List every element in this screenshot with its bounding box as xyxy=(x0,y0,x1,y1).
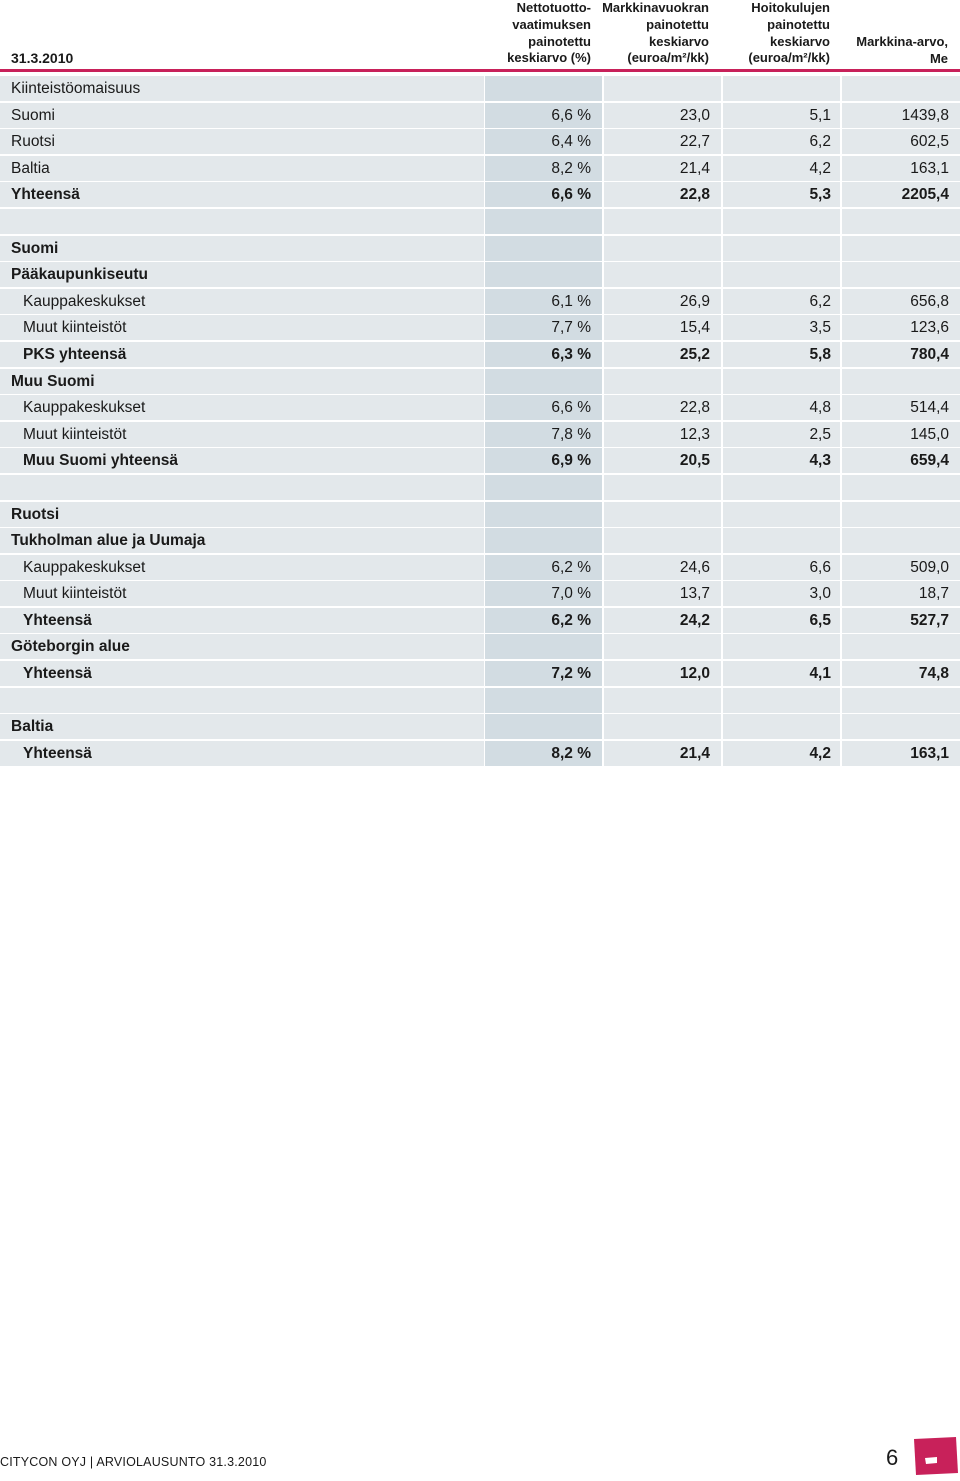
header-line: vaatimuksen xyxy=(512,16,591,32)
row-value-1: 6,3 % xyxy=(485,342,602,367)
row-value-4: 74,8 xyxy=(842,661,960,686)
footer-text: CITYCON OYJ | ARVIOLAUSUNTO 31.3.2010 xyxy=(0,1455,267,1469)
row-value-2 xyxy=(604,262,721,287)
row-value-2: 26,9 xyxy=(604,289,721,314)
row-label: Tukholman alue ja Uumaja xyxy=(0,528,484,553)
row-value-3 xyxy=(723,688,840,713)
row-value-2: 24,2 xyxy=(604,608,721,633)
row-value-1: 6,2 % xyxy=(485,555,602,580)
header-rule xyxy=(0,69,960,72)
header-line: keskiarvo (%) xyxy=(507,50,591,66)
row-value-4 xyxy=(842,76,960,101)
row-label: Baltia xyxy=(0,156,484,181)
row-value-4: 2205,4 xyxy=(842,182,960,207)
row-value-4 xyxy=(842,475,960,500)
row-value-4 xyxy=(842,634,960,659)
row-label: Yhteensä xyxy=(0,661,484,686)
row-label: Kauppakeskukset xyxy=(0,555,484,580)
header-line: Nettotuotto- xyxy=(516,0,591,15)
row-value-1: 7,2 % xyxy=(485,661,602,686)
row-value-1: 6,6 % xyxy=(485,103,602,128)
row-value-1: 6,6 % xyxy=(485,395,602,420)
row-label xyxy=(0,688,484,713)
row-value-2: 22,8 xyxy=(604,182,721,207)
row-value-1 xyxy=(485,236,602,261)
table-row xyxy=(0,289,960,316)
row-value-2: 22,8 xyxy=(604,395,721,420)
header-net-yield xyxy=(507,0,591,67)
header-line: keskiarvo xyxy=(649,33,709,49)
row-value-1: 6,6 % xyxy=(485,182,602,207)
table-row xyxy=(0,395,960,422)
row-value-2: 21,4 xyxy=(604,741,721,766)
row-value-2: 13,7 xyxy=(604,581,721,606)
row-value-2 xyxy=(604,76,721,101)
row-value-1 xyxy=(485,528,602,553)
row-value-2 xyxy=(604,209,721,234)
row-value-1: 6,9 % xyxy=(485,448,602,473)
row-value-2 xyxy=(604,688,721,713)
table-row xyxy=(0,634,960,661)
row-value-1: 7,8 % xyxy=(485,422,602,447)
table-row xyxy=(0,103,960,130)
row-label: Yhteensä xyxy=(0,182,484,207)
header-line: painotettu xyxy=(646,16,709,32)
row-value-3 xyxy=(723,475,840,500)
row-value-1 xyxy=(485,714,602,739)
row-value-2: 12,0 xyxy=(604,661,721,686)
table-row xyxy=(0,714,960,741)
row-label: Suomi xyxy=(0,236,484,261)
row-value-4 xyxy=(842,688,960,713)
row-value-2 xyxy=(604,369,721,394)
row-value-1: 8,2 % xyxy=(485,156,602,181)
row-value-2: 23,0 xyxy=(604,103,721,128)
row-value-4: 780,4 xyxy=(842,342,960,367)
row-label: Göteborgin alue xyxy=(0,634,484,659)
table-row xyxy=(0,422,960,449)
row-value-1: 7,0 % xyxy=(485,581,602,606)
header-line: Markkina-arvo, xyxy=(856,34,948,49)
row-value-3 xyxy=(723,209,840,234)
table-row xyxy=(0,156,960,183)
row-label: Ruotsi xyxy=(0,502,484,527)
row-value-2: 15,4 xyxy=(604,315,721,340)
header-market-value xyxy=(856,34,948,68)
table-row xyxy=(0,581,960,608)
row-value-4 xyxy=(842,528,960,553)
table-row xyxy=(0,688,960,715)
table-row xyxy=(0,236,960,263)
row-value-2: 25,2 xyxy=(604,342,721,367)
row-value-3 xyxy=(723,76,840,101)
row-value-4: 163,1 xyxy=(842,156,960,181)
row-value-3 xyxy=(723,502,840,527)
row-value-1 xyxy=(485,209,602,234)
row-label: Yhteensä xyxy=(0,608,484,633)
row-label: Kauppakeskukset xyxy=(0,289,484,314)
row-value-3: 3,5 xyxy=(723,315,840,340)
table-row xyxy=(0,475,960,502)
table-header xyxy=(0,0,960,70)
row-value-1 xyxy=(485,502,602,527)
row-label: Yhteensä xyxy=(0,741,484,766)
row-label: Muut kiinteistöt xyxy=(0,315,484,340)
table-row xyxy=(0,528,960,555)
row-value-3 xyxy=(723,528,840,553)
row-value-2: 22,7 xyxy=(604,129,721,154)
row-value-3: 6,6 xyxy=(723,555,840,580)
row-value-1 xyxy=(485,369,602,394)
table-row xyxy=(0,741,960,768)
row-value-2 xyxy=(604,528,721,553)
row-value-4 xyxy=(842,236,960,261)
row-value-4: 602,5 xyxy=(842,129,960,154)
row-value-1 xyxy=(485,688,602,713)
row-value-1: 6,1 % xyxy=(485,289,602,314)
table-row xyxy=(0,608,960,635)
row-label: PKS yhteensä xyxy=(0,342,484,367)
row-label: Muut kiinteistöt xyxy=(0,422,484,447)
row-value-4: 123,6 xyxy=(842,315,960,340)
row-value-2: 21,4 xyxy=(604,156,721,181)
header-line: Markkinavuokran xyxy=(602,0,709,15)
row-value-1: 8,2 % xyxy=(485,741,602,766)
table-row xyxy=(0,369,960,396)
row-value-3: 4,2 xyxy=(723,741,840,766)
row-value-1 xyxy=(485,76,602,101)
table-row xyxy=(0,342,960,369)
citycon-logo-icon xyxy=(910,1436,960,1476)
header-line: Me xyxy=(929,50,948,66)
row-label: Baltia xyxy=(0,714,484,739)
row-value-1 xyxy=(485,634,602,659)
row-value-3: 5,1 xyxy=(723,103,840,128)
row-value-3: 3,0 xyxy=(723,581,840,606)
report-date: 31.3.2010 xyxy=(11,50,74,66)
row-value-4: 509,0 xyxy=(842,555,960,580)
row-value-4: 656,8 xyxy=(842,289,960,314)
row-value-3: 5,3 xyxy=(723,182,840,207)
table-row xyxy=(0,502,960,529)
row-label: Suomi xyxy=(0,103,484,128)
row-value-2 xyxy=(604,502,721,527)
row-value-2 xyxy=(604,475,721,500)
row-value-3: 2,5 xyxy=(723,422,840,447)
valuation-table xyxy=(0,76,960,767)
table-row xyxy=(0,129,960,156)
row-value-4 xyxy=(842,262,960,287)
row-value-3 xyxy=(723,634,840,659)
row-value-3 xyxy=(723,369,840,394)
page-number: 6 xyxy=(886,1445,899,1470)
row-value-3: 5,8 xyxy=(723,342,840,367)
row-value-3: 4,8 xyxy=(723,395,840,420)
header-maintenance-costs xyxy=(748,0,830,67)
row-value-2: 24,6 xyxy=(604,555,721,580)
table-row xyxy=(0,661,960,688)
row-label: Pääkaupunkiseutu xyxy=(0,262,484,287)
table-row xyxy=(0,315,960,342)
row-label: Kauppakeskukset xyxy=(0,395,484,420)
row-value-3 xyxy=(723,262,840,287)
table-row xyxy=(0,182,960,209)
table-row xyxy=(0,448,960,475)
row-label: Muut kiinteistöt xyxy=(0,581,484,606)
row-label: Kiinteistöomaisuus xyxy=(0,76,484,101)
row-value-4: 1439,8 xyxy=(842,103,960,128)
row-value-1: 6,2 % xyxy=(485,608,602,633)
row-value-1 xyxy=(485,475,602,500)
row-value-2 xyxy=(604,634,721,659)
row-value-4 xyxy=(842,714,960,739)
row-value-1: 6,4 % xyxy=(485,129,602,154)
row-value-1: 7,7 % xyxy=(485,315,602,340)
row-value-2: 12,3 xyxy=(604,422,721,447)
row-label: Muu Suomi yhteensä xyxy=(0,448,484,473)
row-value-4: 163,1 xyxy=(842,741,960,766)
row-value-2 xyxy=(604,714,721,739)
row-value-3: 4,2 xyxy=(723,156,840,181)
row-value-3: 4,1 xyxy=(723,661,840,686)
header-line: (euroa/m²/kk) xyxy=(627,50,709,66)
row-value-2 xyxy=(604,236,721,261)
table-row xyxy=(0,262,960,289)
header-line: (euroa/m²/kk) xyxy=(748,50,830,66)
row-label: Ruotsi xyxy=(0,129,484,154)
row-value-3: 6,2 xyxy=(723,289,840,314)
row-label: Muu Suomi xyxy=(0,369,484,394)
header-market-rent xyxy=(602,0,709,67)
table-row xyxy=(0,555,960,582)
row-value-3: 4,3 xyxy=(723,448,840,473)
row-value-2: 20,5 xyxy=(604,448,721,473)
row-value-4: 527,7 xyxy=(842,608,960,633)
row-value-4: 659,4 xyxy=(842,448,960,473)
row-value-4 xyxy=(842,369,960,394)
row-value-3: 6,5 xyxy=(723,608,840,633)
row-value-4: 514,4 xyxy=(842,395,960,420)
header-line: painotettu xyxy=(767,16,830,32)
row-value-4 xyxy=(842,502,960,527)
header-line: Hoitokulujen xyxy=(751,0,830,15)
row-label xyxy=(0,209,484,234)
row-label xyxy=(0,475,484,500)
row-value-4 xyxy=(842,209,960,234)
row-value-1 xyxy=(485,262,602,287)
row-value-4: 145,0 xyxy=(842,422,960,447)
header-line: painotettu xyxy=(528,33,591,49)
row-value-3 xyxy=(723,236,840,261)
row-value-3: 6,2 xyxy=(723,129,840,154)
row-value-4: 18,7 xyxy=(842,581,960,606)
table-row xyxy=(0,209,960,236)
table-row xyxy=(0,76,960,103)
header-line: keskiarvo xyxy=(770,33,830,49)
row-value-3 xyxy=(723,714,840,739)
